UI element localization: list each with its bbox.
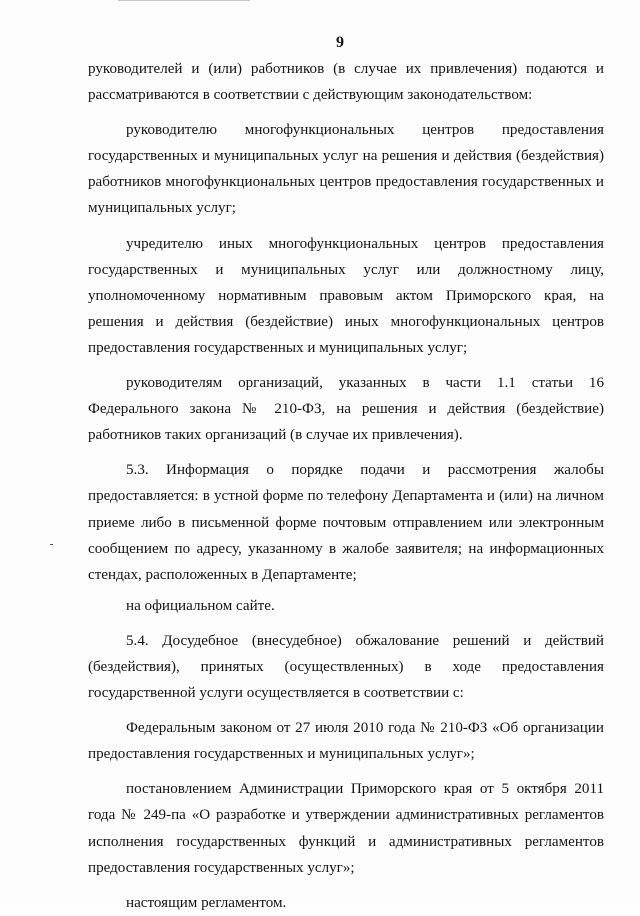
paragraph-mfc-heads: руководителю многофункциональных центров предоставления государственных и муниципальных услуг на решения и действия (бездействия) работников многофункциональных центров предоставления государственных и муниципальных услуг; (88, 122, 604, 217)
paragraph-5-3-information: 5.3. Информация о порядке подачи и рассмотрения жалобы предоставляется: в устной форме по телефону Департамента и (или) на личном приеме либо в письменной форме почтовым отправлением или электронным сообщением по адресу, указанному в жалобе заявителя; на информационных стендах, расположенных в Департаменте; (88, 462, 604, 583)
scan-margin-mark (50, 544, 53, 545)
paragraph-mfc-founders: учредителю иных многофункциональных центров предоставления государственных и муниципальных услуг или должностному лицу, уполномоченному нормативным правовым актом Приморского края, на решения и действия (бездействие) иных многофункциональных центров предоставления государственных и муниципальных услуг; (88, 235, 604, 356)
paragraph-official-site: на официальном сайте. (126, 597, 275, 614)
paragraph-administration-resolution: постановлением Администрации Приморского края от 5 октября 2011 года № 249-па «О разработке и утверждении административных регламентов исполнения государственных функций и административных регламентов предоставления государственных услуг»; (88, 781, 604, 876)
paragraph-this-regulation: настоящим регламентом. (126, 894, 287, 911)
scan-edge-marks (118, 0, 250, 4)
paragraph-continuation: руководителей и (или) работников (в случае их привлечения) подаются и рассматриваются в соответствии с действующим законодательством: (88, 61, 604, 104)
paragraph-organization-heads: руководителям организаций, указанных в части 1.1 статьи 16 Федерального закона № 210-ФЗ, на решения и действия (бездействие) работников таких организаций (в случае их привлечения). (88, 375, 604, 444)
page-number: 9 (336, 34, 344, 51)
paragraph-5-4-appeal: 5.4. Досудебное (внесудебное) обжалование решений и действий (бездействия), принятых (осуществленных) в ходе предоставления государственной услуги осуществляется в соответствии с: (88, 632, 604, 702)
paragraph-federal-law: Федеральным законом от 27 июля 2010 года № 210-ФЗ «Об организации предоставления государственных и муниципальных услуг»; (88, 720, 604, 763)
document-body (88, 56, 604, 916)
